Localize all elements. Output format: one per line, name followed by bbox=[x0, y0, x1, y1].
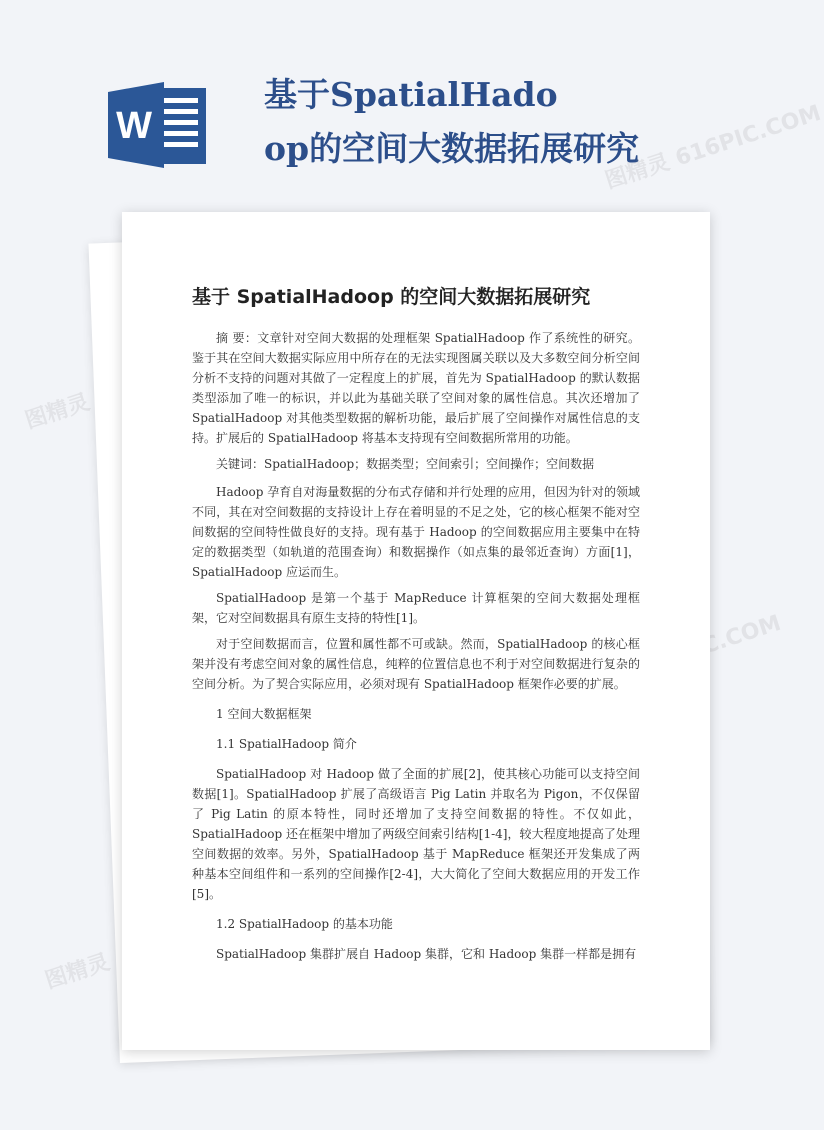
keywords: 关键词：SpatialHadoop；数据类型；空间索引；空间操作；空间数据 bbox=[216, 457, 595, 471]
paragraph: SpatialHadoop 对 Hadoop 做了全面的扩展[2]，使其核心功能可以支持空间数据[1]。SpatialHadoop 扩展了高级语言 Pig Latin 并取名为 Pigon，不仅保留了 Pig Latin 的原本特性，同时还增加了支持空间数据的特性。不仅如此，SpatialHadoop 还在框架中增加了两级空间索引结构[1-4]，较大程度地提高了处理空间数据的效率。另外，SpatialHadoop 基于 MapReduce 框架还开发集成了两种基本空间组件和一系列的空间操作[2-4]，大大简化了空间大数据应用的开发工作[5]。 bbox=[192, 767, 640, 901]
word-logo-icon bbox=[108, 82, 210, 168]
paragraph: Hadoop 孕育自对海量数据的分布式存储和并行处理的应用，但因为针对的领域不同，其在对空间数据的支持设计上存在着明显的不足之处，它的核心框架不能对空间数据的空间特性做良好的支持。现有基于 Hadoop 的空间数据应用主要集中在特定的数据类型（如轨道的范围查询）和数据操作（如点集的最邻近查询）方面[1]，SpatialHadoop 应运而生。 bbox=[192, 485, 640, 579]
document-body bbox=[192, 328, 640, 970]
logo-letter: W bbox=[116, 105, 152, 147]
paragraph: 对于空间数据而言，位置和属性都不可或缺。然而，SpatialHadoop 的核心框架并没有考虑空间对象的属性信息，纯粹的位置信息也不利于对空间数据进行复杂的空间分析。为了契合实际应用，必须对现有 SpatialHadoop 框架作必要的扩展。 bbox=[192, 637, 640, 691]
subsection-heading: 1.1 SpatialHadoop 简介 bbox=[216, 737, 357, 751]
paragraph: SpatialHadoop 集群扩展自 Hadoop 集群，它和 Hadoop 集群一样都是拥有 bbox=[216, 947, 637, 961]
paragraph: SpatialHadoop 是第一个基于 MapReduce 计算框架的空间大数据处理框架，它对空间数据具有原生支持的特性[1]。 bbox=[192, 591, 640, 625]
watermark: 图精灵 616PIC.COM bbox=[602, 100, 824, 195]
watermark: 图精灵 bbox=[42, 949, 113, 995]
watermark: 图精灵 bbox=[22, 389, 93, 435]
section-heading: 1 空间大数据框架 bbox=[216, 707, 312, 721]
document-title: 基于 SpatialHadoop 的空间大数据拓展研究 bbox=[192, 286, 591, 308]
document-page bbox=[122, 212, 710, 1050]
abstract: 摘 要：文章针对空间大数据的处理框架 SpatialHadoop 作了系统性的研究。鉴于其在空间大数据实际应用中所存在的无法实现图属关联以及大多数空间分析空间分析不支持的问题对其做了一定程度上的扩展，首先为 SpatialHadoop 的默认数据类型添加了唯一的标识，并以此为基础关联了空间对象的属性信息。其次还增加了 SpatialHadoop 对其他类型数据的解析功能，最后扩展了空间操作对属性信息的支持。扩展后的 SpatialHadoop 将基本支持现有空间数据所常用的功能。 bbox=[192, 331, 640, 445]
banner-title bbox=[264, 68, 684, 176]
banner-title-line2: op的空间大数据拓展研究 bbox=[264, 129, 640, 168]
banner-title-line1: 基于SpatialHado bbox=[264, 75, 558, 114]
subsection-heading: 1.2 SpatialHadoop 的基本功能 bbox=[216, 917, 393, 931]
